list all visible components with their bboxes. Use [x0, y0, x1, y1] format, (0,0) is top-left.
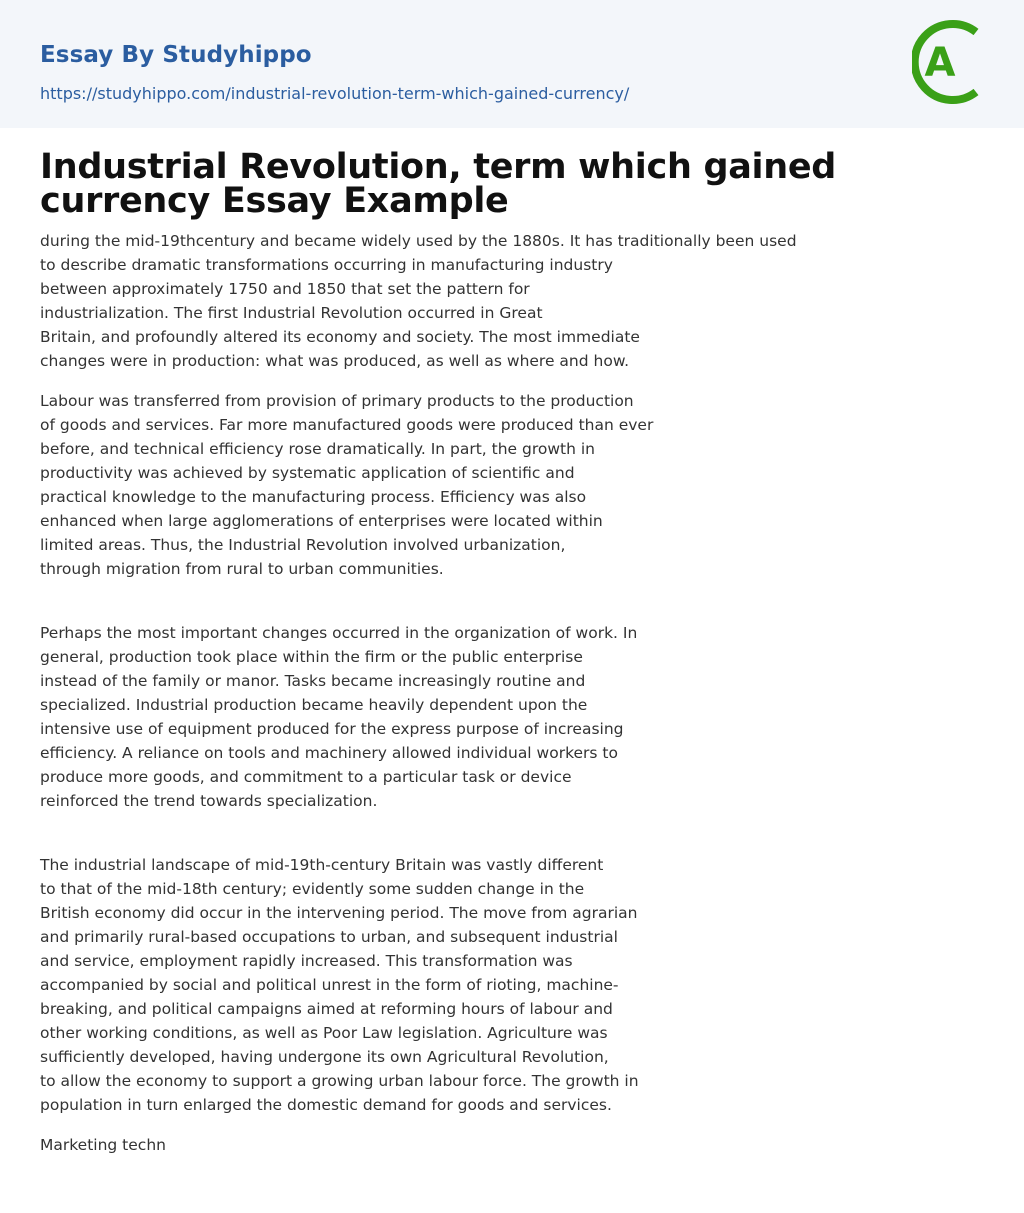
- source-url-link[interactable]: https://studyhippo.com/industrial-revolution-term-which-gained-currency/: [40, 84, 630, 103]
- letter-a-ring-logo-icon[interactable]: [912, 18, 988, 106]
- paragraph-1: during the mid-19thcentury and became widely used by the 1880s. It has traditionally been used to describe dramatic transformations occurring in manufacturing industry between approximately 1750 and 1850 that set the pattern for industrialization. The first Industrial Revolution occurred in Great Britain, and profoundly altered its economy and society. The most immediate changes were in production: what was produced, as well as where and how.: [40, 232, 797, 370]
- paragraph-5-truncated: Marketing techn: [40, 1136, 166, 1154]
- page-title: [40, 147, 860, 221]
- page-title-text: Industrial Revolution, term which gained currency Essay Example: [40, 147, 837, 221]
- brand-title[interactable]: Essay By Studyhippo: [40, 42, 312, 68]
- logo-letter: A: [924, 40, 956, 86]
- paragraph-2: Labour was transferred from provision of primary products to the production of goods and services. Far more manufactured goods were produced than ever before, and technical efficiency rose dramatically. In part, the growth in productivity was achieved by systematic application of scientific and practical knowledge to the manufacturing process. Efficiency was also enhanced when large agglomerations of enterprises were located within limited areas. Thus, the Industrial Revolution involved urbanization, through migration from rural to urban communities.: [40, 392, 654, 578]
- page-header: [0, 0, 1024, 128]
- paragraph-4: The industrial landscape of mid-19th-century Britain was vastly different to that of the mid-18th century; evidently some sudden change in the British economy did occur in the intervening period. The move from agrarian and primarily rural-based occupations to urban, and subsequent industrial and service, employment rapidly increased. This transformation was accompanied by social and political unrest in the form of rioting, machine- breaking, and political campaigns aimed at reforming hours of labour and other working conditions, as well as Poor Law legislation. Agriculture was sufficiently developed, having undergone its own Agricultural Revolution, to allow the economy to support a growing urban labour force. The growth in population in turn enlarged the domestic demand for goods and services.: [40, 856, 639, 1114]
- paragraph-3: Perhaps the most important changes occurred in the organization of work. In general, production took place within the firm or the public enterprise instead of the family or manor. Tasks became increasingly routine and specialized. Industrial production became heavily dependent upon the intensive use of equipment produced for the express purpose of increasing efficiency. A reliance on tools and machinery allowed individual workers to produce more goods, and commitment to a particular task or device reinforced the trend towards specialization.: [40, 624, 638, 810]
- article-body: [40, 229, 840, 1157]
